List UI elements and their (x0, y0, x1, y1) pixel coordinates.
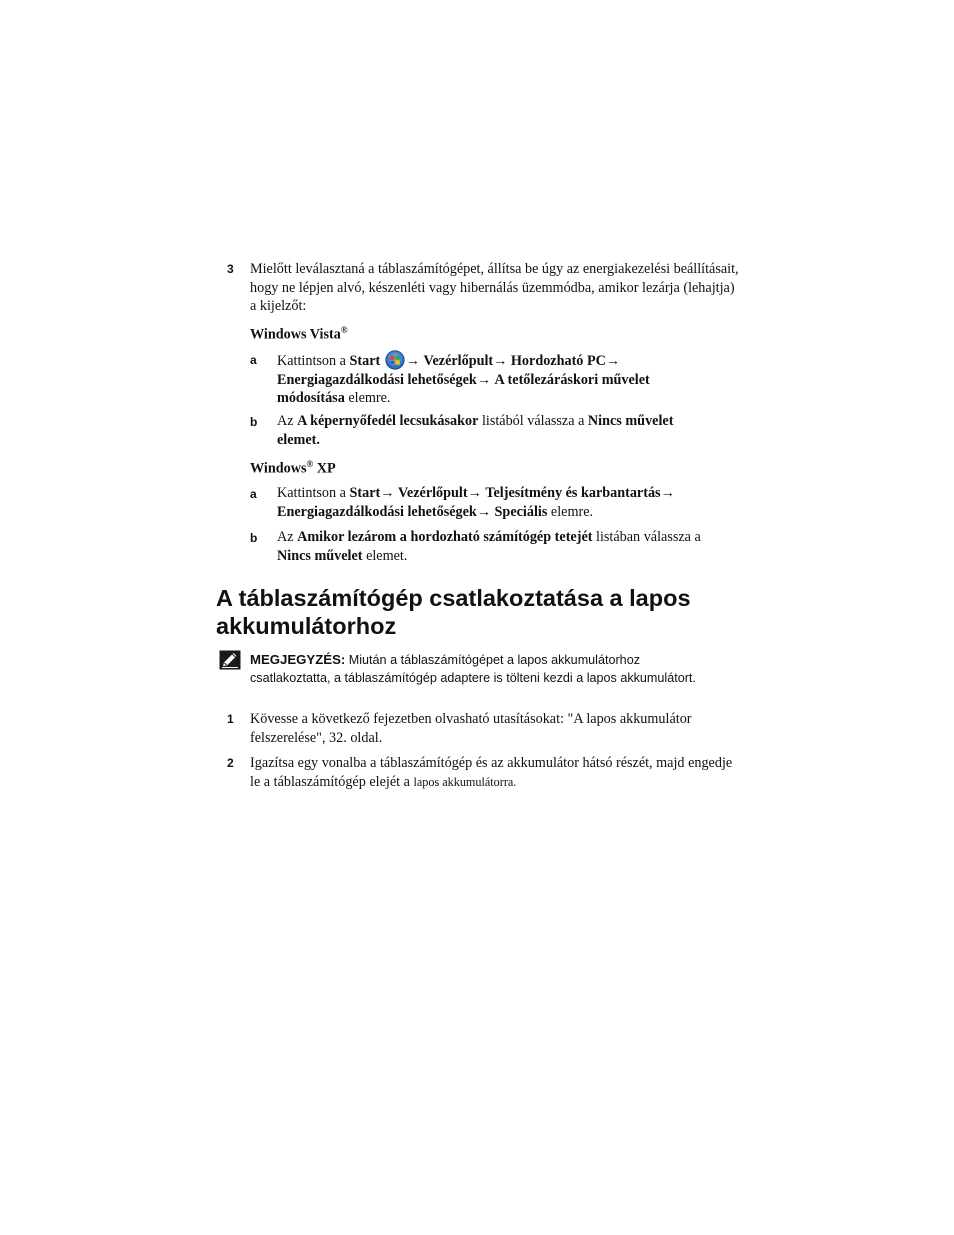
windows-label: Windows (250, 460, 307, 477)
text-run: elemre. (344, 390, 391, 406)
vista-step-a-text (277, 350, 717, 408)
step-number-2: 2 (227, 756, 234, 770)
bold-run: A tetőlezáráskori művelet módosítása (277, 371, 650, 406)
substep-label-a: a (250, 487, 257, 501)
windows-vista-label: Windows Vista (250, 326, 341, 343)
text-run: Az (277, 529, 298, 545)
substep-label-b: b (250, 531, 258, 545)
arrow: → (476, 503, 495, 520)
text-run: listából válassza a (478, 413, 588, 429)
text-run-small: lapos akkumulátorra. (413, 774, 517, 789)
bold-run: Speciális (494, 503, 548, 520)
step-3-text: Mielőtt leválasztaná a táblaszámítógépet, állítsa be úgy az energiakezelési beállításait, hogy ne lépjen alvó, készenléti vagy hibernálás üzemmódba, amikor lezárja (lehajtja) a kijelzőt: (250, 261, 739, 314)
substep-label-b: b (250, 415, 258, 429)
windows-start-orb-icon (385, 350, 405, 370)
step-number-3: 3 (227, 262, 234, 276)
bold-run: Hordozható PC (510, 353, 606, 369)
note-text: Miután a táblaszámítógépet a lapos akkumulátorhoz csatlakoztatta, a táblaszámítógép adaptere is tölteni kezdi a lapos akkumulátort. (250, 653, 696, 685)
vista-step-b-text (277, 412, 717, 449)
xp-label: XP (313, 460, 336, 477)
xp-step-b-text (277, 528, 727, 565)
arrow: → (380, 485, 398, 501)
bold-run: Nincs művelet elemet. (277, 413, 674, 448)
text-run: Az (277, 413, 298, 429)
step-number-1: 1 (227, 712, 234, 726)
bold-run: Amikor lezárom a hordozható számítógép tetejét (297, 529, 593, 545)
arrow: → (476, 371, 495, 388)
registered-mark: ® (340, 325, 348, 335)
arrow: → (660, 485, 675, 501)
bold-run: Start (349, 485, 381, 501)
bold-run: Energiagazdálkodási lehetőségek (277, 371, 477, 388)
text-run: elemet. (362, 547, 408, 564)
text-run: Kattintson a (277, 353, 350, 369)
step-2-text (250, 754, 740, 791)
note-label: MEGJEGYZÉS: (250, 652, 346, 667)
text-run: elemre. (547, 503, 594, 520)
bold-run: Energiagazdálkodási lehetőségek (277, 503, 477, 520)
arrow: → (493, 353, 511, 369)
windows-xp-heading (250, 455, 336, 478)
bold-run: Vezérlőpult (423, 353, 494, 369)
start-label: Start (349, 353, 381, 369)
step-1-text: Kövesse a következő fejezetben olvasható utasításokat: "A lapos akkumulátor felszerelése", 32. oldal. (250, 711, 692, 746)
bold-run: Vezérlőpult (397, 485, 468, 501)
bold-run: Nincs művelet (277, 547, 363, 564)
registered-mark: ® (306, 459, 314, 469)
bold-run: Teljesítmény és karbantartás (485, 485, 661, 501)
xp-step-a-text (277, 484, 717, 521)
windows-vista-heading (250, 321, 348, 344)
text-run: Kattintson a (277, 485, 350, 501)
bold-run: A képernyőfedél lecsukásakor (297, 413, 479, 429)
arrow: → (605, 353, 621, 369)
arrow: → (467, 485, 486, 501)
note-block (250, 651, 720, 687)
text-run: listában válassza a (592, 529, 701, 545)
pencil-note-icon (219, 650, 241, 670)
text-run: Igazítsa egy vonalba a táblaszámítógép és az akkumulátor hátsó részét, majd engedje le a táblaszámítógép elejét a (250, 755, 733, 790)
arrow: → (405, 353, 424, 369)
substep-label-a: a (250, 353, 257, 367)
section-heading: A táblaszámítógép csatlakoztatása a lapos akkumulátorhoz (216, 585, 691, 639)
